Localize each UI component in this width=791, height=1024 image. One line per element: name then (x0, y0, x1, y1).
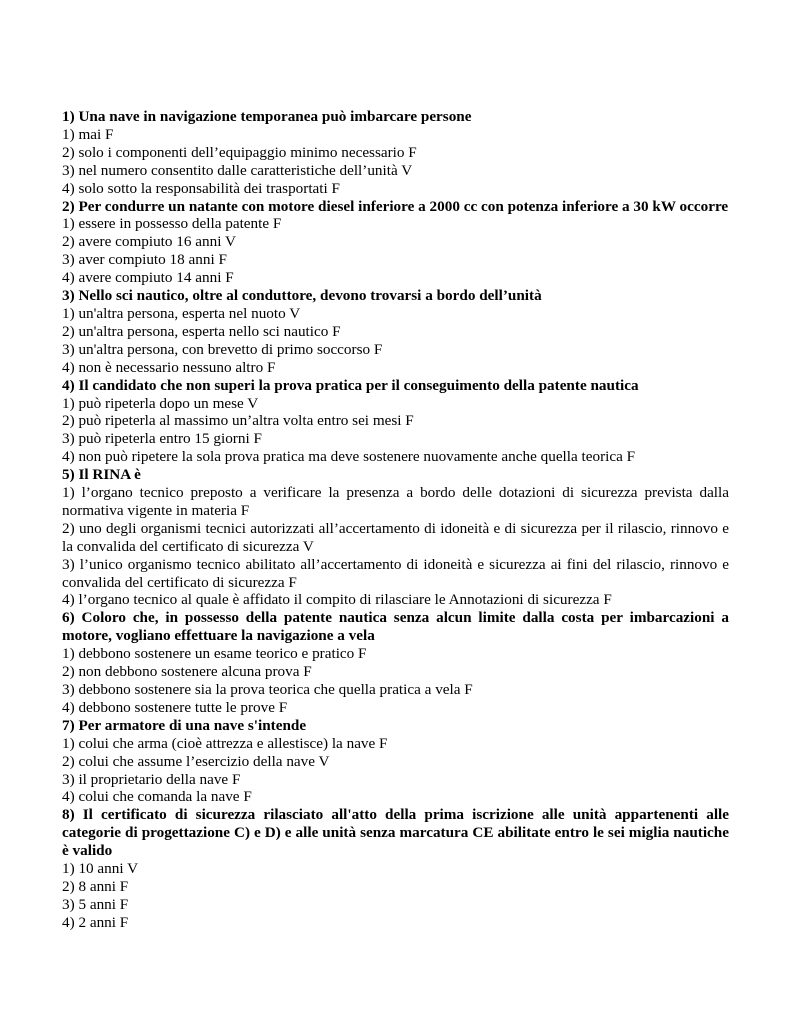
answer-option: 3) 5 anni F (62, 895, 129, 913)
question-block (62, 287, 729, 377)
question-block (62, 806, 729, 931)
answer-option: 1) essere in possesso della patente F (62, 215, 282, 233)
question-block (62, 198, 729, 288)
answer-option: 1) può ripeterla dopo un mese V (62, 394, 259, 412)
answer-option: 2) 8 anni F (62, 877, 129, 895)
answer-option: 3) nel numero consentito dalle caratteristiche dell’unità V (62, 161, 413, 179)
answer-option: 1) 10 anni V (62, 860, 139, 878)
answer-option: 3) aver compiuto 18 anni F (62, 251, 227, 269)
question-text: 3) Nello sci nautico, oltre al conduttore, devono trovarsi a bordo dell’unità (62, 287, 542, 305)
answer-option: 2) non debbono sostenere alcuna prova F (62, 663, 312, 681)
question-text: 7) Per armatore di una nave s'intende (62, 716, 307, 734)
answer-option: 1) debbono sostenere un esame teorico e pratico F (62, 645, 367, 663)
answer-option: 3) l’unico organismo tecnico abilitato all’accertamento di idoneità e sicurezza ai fini del rilascio, rinnovo e convalida del certificato di sicurezza F (62, 555, 729, 591)
answer-option: 2) avere compiuto 16 anni V (62, 233, 236, 251)
answer-option: 4) non è necessario nessuno altro F (62, 358, 276, 376)
question-text: 6) Coloro che, in possesso della patente nautica senza alcun limite dalla costa per imbarcazioni a motore, vogliano effettuare la navigazione a vela (62, 609, 729, 645)
answer-option: 3) debbono sostenere sia la prova teorica che quella pratica a vela F (62, 681, 473, 698)
answer-option: 2) può ripeterla al massimo un’altra volta entro sei mesi F (62, 412, 414, 430)
question-block (62, 108, 729, 198)
answer-option: 4) non può ripetere la sola prova pratica ma deve sostenere nuovamente anche quella teorica F (62, 448, 636, 466)
answer-option: 2) colui che assume l’esercizio della nave V (62, 752, 330, 770)
question-text: 2) Per condurre un natante con motore diesel inferiore a 2000 cc con potenza inferiore a 30 kW occorre (62, 197, 729, 215)
question-text: 1) Una nave in navigazione temporanea può imbarcare persone (62, 108, 472, 125)
answer-option: 4) colui che comanda la nave F (62, 788, 252, 806)
answer-option: 4) avere compiuto 14 anni F (62, 269, 234, 287)
question-block (62, 609, 729, 716)
question-text: 4) Il candidato che non superi la prova pratica per il conseguimento della patente nautica (62, 376, 639, 394)
question-block (62, 717, 729, 807)
question-text: 8) Il certificato di sicurezza rilasciato all'atto della prima iscrizione alle unità appartenenti alle categorie di progettazione C) e D) e alle unità senza marcatura CE abilitate entro le sei miglia nautiche è valido (62, 806, 729, 860)
answer-option: 3) può ripeterla entro 15 giorni F (62, 430, 262, 448)
answer-option: 2) solo i componenti dell’equipaggio minimo necessario F (62, 143, 417, 161)
quiz-content (62, 108, 729, 932)
question-text: 5) Il RINA è (62, 466, 141, 484)
answer-option: 2) un'altra persona, esperta nello sci nautico F (62, 322, 341, 340)
answer-option: 4) debbono sostenere tutte le prove F (62, 698, 288, 716)
answer-option: 3) il proprietario della nave F (62, 770, 241, 788)
answer-option: 1) l’organo tecnico preposto a verificare la presenza a bordo delle dotazioni di sicurezza prevista dalla normativa vigente in materia F (62, 484, 729, 519)
answer-option: 3) un'altra persona, con brevetto di primo soccorso F (62, 340, 383, 358)
question-block (62, 466, 729, 609)
answer-option: 1) mai F (62, 125, 114, 143)
answer-option: 1) colui che arma (cioè attrezza e allestisce) la nave F (62, 734, 388, 752)
answer-option: 4) solo sotto la responsabilità dei trasportati F (62, 179, 340, 197)
answer-option: 4) 2 anni F (62, 913, 129, 931)
answer-option: 2) uno degli organismi tecnici autorizzati all’accertamento di idoneità e di sicurezza per il rilascio, rinnovo e la convalida del certificato di sicurezza V (62, 519, 729, 555)
question-block (62, 377, 729, 467)
answer-option: 4) l’organo tecnico al quale è affidato il compito di rilasciare le Annotazioni di sicurezza F (62, 591, 612, 609)
answer-option: 1) un'altra persona, esperta nel nuoto V (62, 304, 301, 322)
